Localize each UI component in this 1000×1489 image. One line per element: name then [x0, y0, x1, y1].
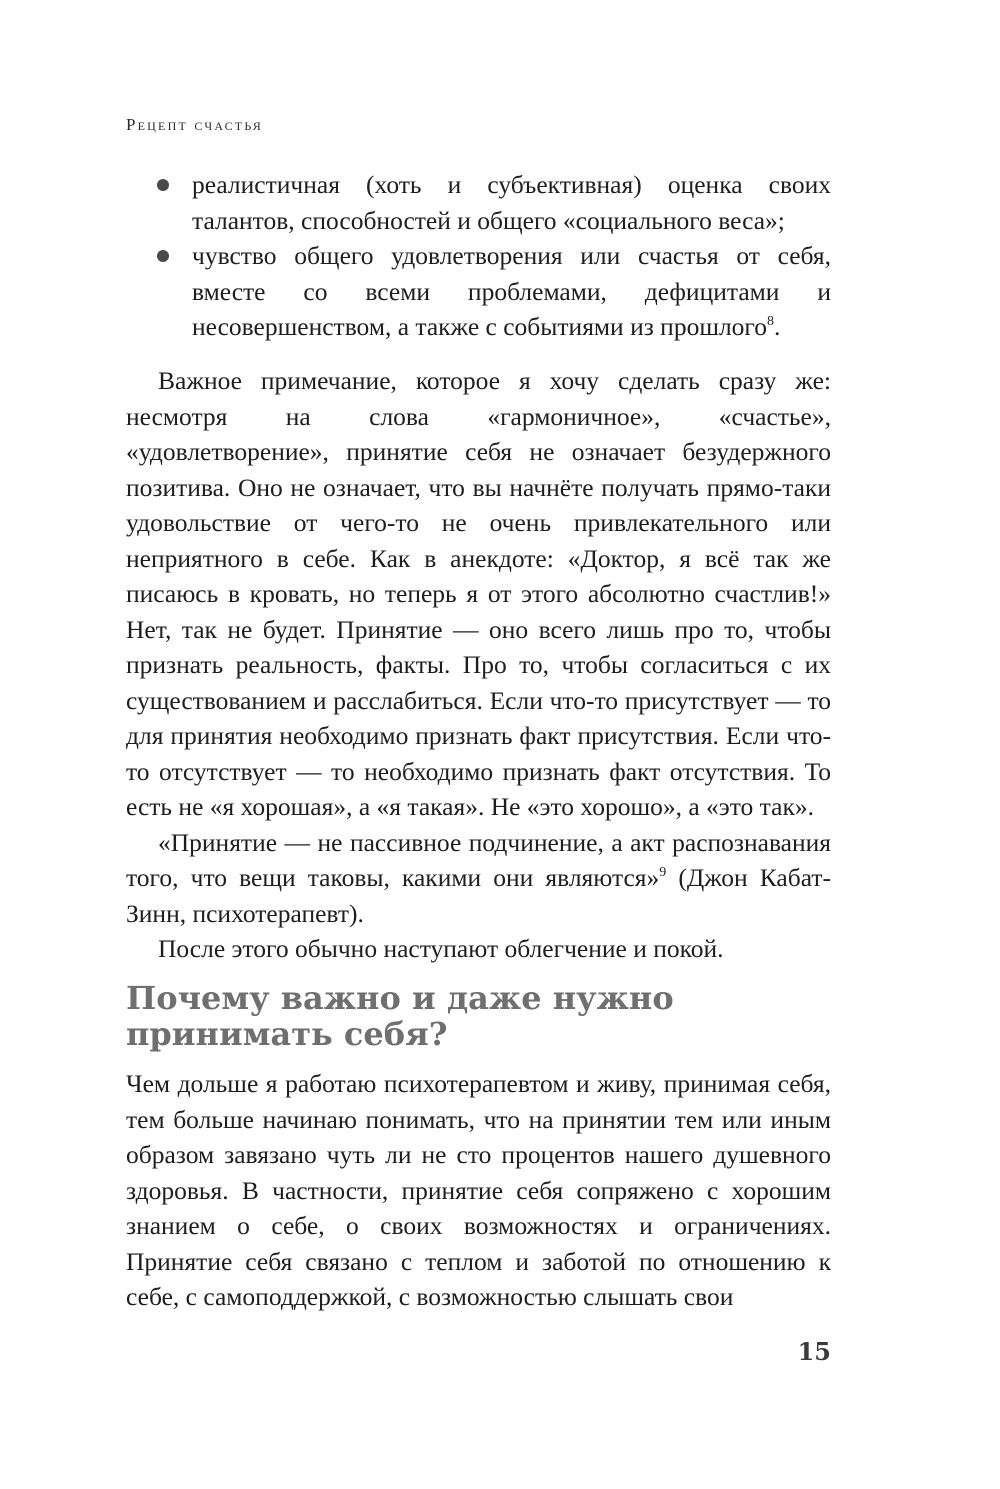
running-head: Рецепт счастья [126, 115, 263, 134]
body-section [126, 363, 831, 967]
bullet-end: . [774, 312, 781, 341]
paragraph: После этого обычно наступают облегчение и покой. [158, 934, 724, 963]
quote-attribution: (Джон Кабат-Зинн, психотерапевт). [126, 863, 831, 928]
quote-text: «Принятие — не пассивное подчинение, а акт распознавания того, что вещи таковы, какими они являются» [126, 827, 831, 892]
bullet-text: чувство общего удовлетворения или счастья от себя, вместе со всеми проблемами, дефицитами и несовершенством, а также с событиями из прошлого [192, 241, 831, 341]
footnote-ref: 9 [659, 865, 667, 880]
paragraph: Чем дольше я работаю психотерапевтом и живу, принимая себя, тем больше начинаю понимать, что на принятии тем или иным образом завязано чуть ли не сто процентов нашего душевного здоровья. В частности, принятие себя сопряжено с хорошим знанием о себе, о своих возможностях и ограничениях. Принятие себя связано с теплом и заботой по отношению к себе, с самоподдержкой, с возможностью слышать свои [126, 1069, 831, 1311]
page-number: 15 [797, 1337, 831, 1366]
section-heading: Почему важно и даже нужно принимать себя? [126, 979, 674, 1053]
bullet-text: реалистичная (хоть и субъективная) оценка своих талантов, способностей и общего «социального веса»; [192, 170, 831, 235]
list-item [126, 238, 831, 345]
list-item [126, 167, 831, 238]
bullet-list [126, 167, 831, 345]
paragraph: Важное примечание, которое я хочу сделать сразу же: несмотря на слова «гармоничное», «счастье», «удовлетворение», принятие себя не означает безудержного позитива. Оно не означает, что вы начнёте получать прямо-таки удовольствие от чего-то не очень привлекательного или неприятного в себе. Как в анекдоте: «Доктор, я всё так же писаюсь в кровать, но теперь я от этого абсолютно счастлив!» Нет, так не будет. Принятие — оно всего лишь про то, чтобы признать реальность, факты. Про то, чтобы согласиться с их существованием и расслабиться. Если что-то присутствует — то для принятия необходимо признать факт присутствия. Если что-то отсутствует — то необходимо признать факт отсутствия. То есть не «я хорошая», а «я такая». Не «это хорошо», а «это так». [126, 366, 831, 821]
body-section [126, 1066, 831, 1315]
bullet-icon [157, 250, 169, 262]
quote-paragraph [126, 825, 831, 932]
footnote-ref: 8 [767, 314, 775, 329]
bullet-icon [157, 179, 169, 191]
